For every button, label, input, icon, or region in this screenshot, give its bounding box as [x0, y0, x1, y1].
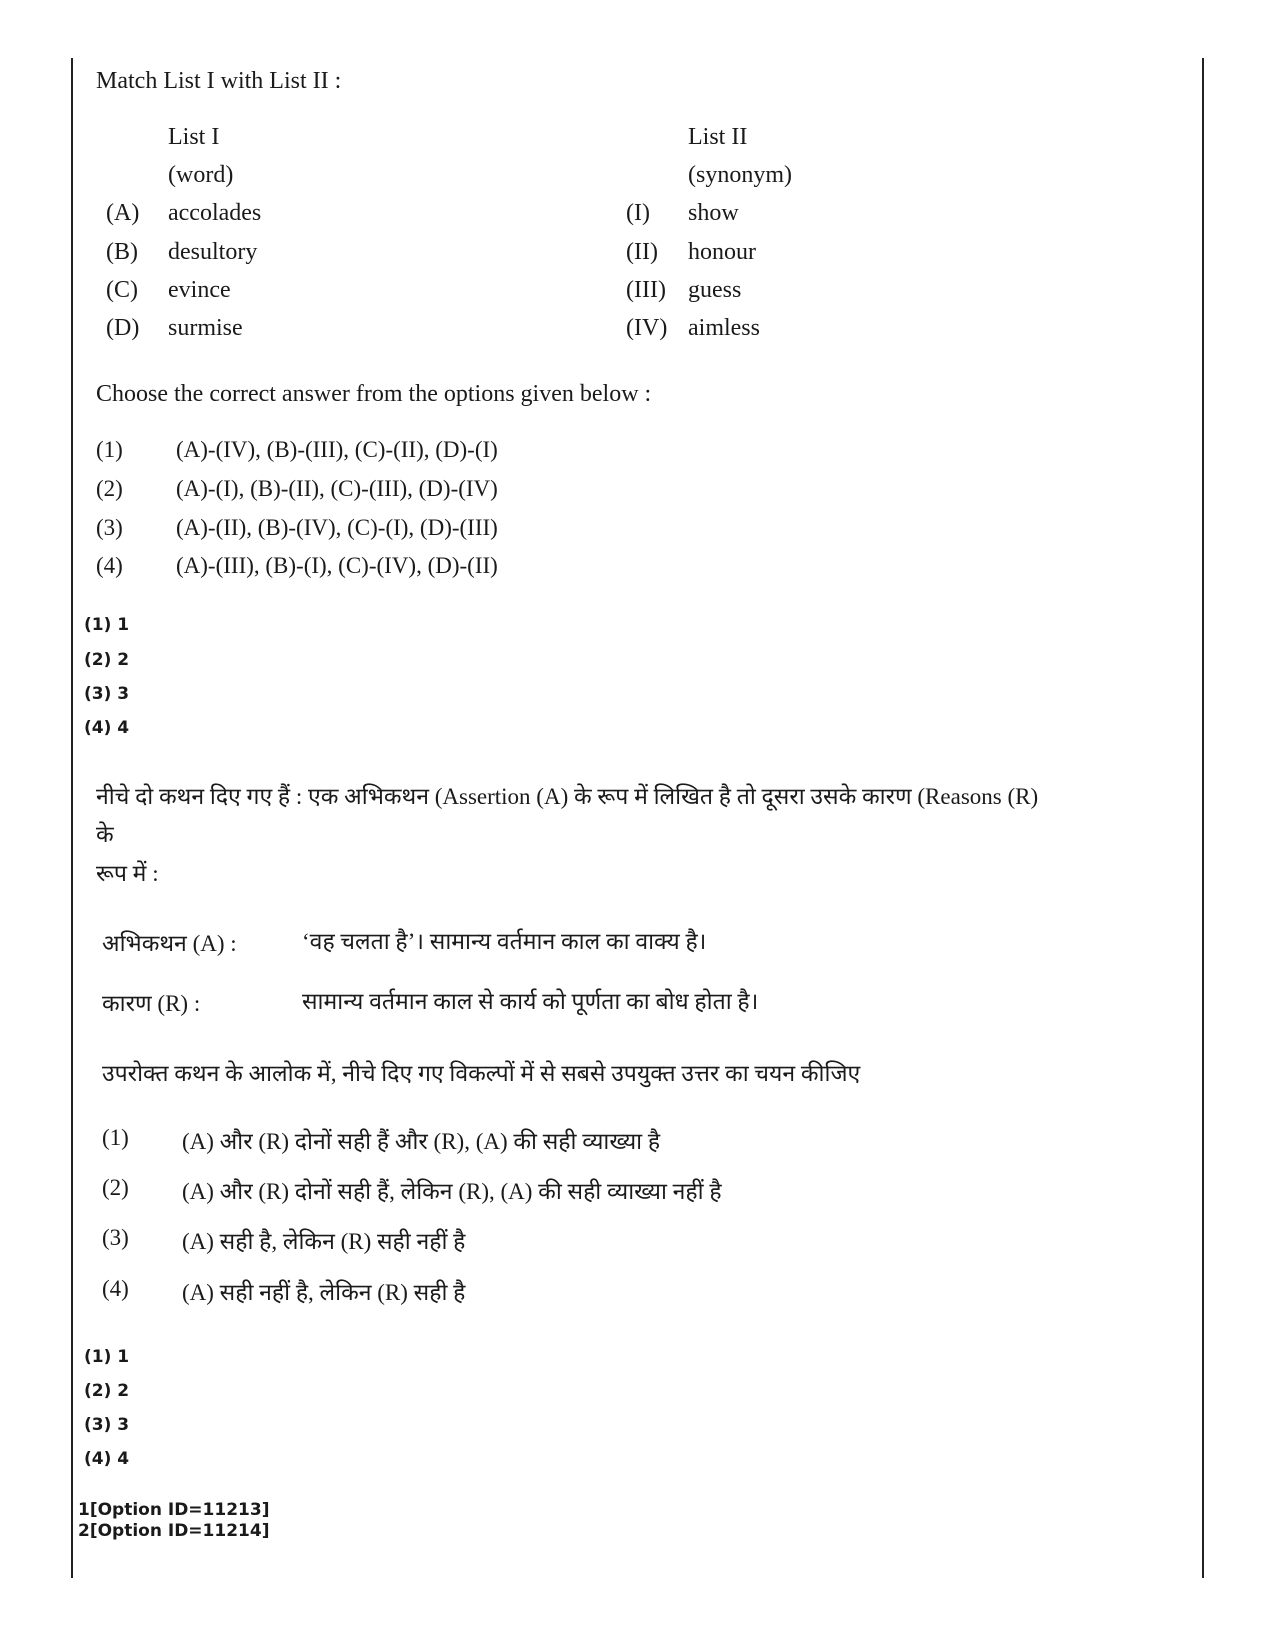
list2-subheading: (synonym) [688, 162, 792, 188]
list1-word: accolades [168, 200, 262, 226]
option-number: (3) [102, 1225, 129, 1250]
answer-choice[interactable]: (1) 1 [84, 615, 130, 635]
option-text: (A)-(IV), (B)-(III), (C)-(II), (D)-(I) [176, 437, 498, 462]
question-2-intro-cont: रूप में : [96, 861, 159, 886]
answer-choice[interactable]: (1) 1 [84, 1347, 130, 1367]
right-margin-rule [1202, 58, 1204, 1578]
option-number: (4) [96, 553, 123, 578]
question-2-instruction: उपरोक्त कथन के आलोक में, नीचे दिए गए विकल्पों में से सबसे उपयुक्त उत्तर का चयन कीजिए [102, 1061, 861, 1086]
list1-subheading: (word) [168, 162, 234, 188]
option-id-line: 2[Option ID=11214] [78, 1521, 270, 1541]
answer-choice[interactable]: (3) 3 [84, 684, 130, 704]
answer-choice[interactable]: (4) 4 [84, 718, 130, 738]
list2-heading: List II [688, 124, 748, 150]
assertion-text: ‘वह चलता है’। सामान्य वर्तमान काल का वाक्य है। [302, 929, 707, 954]
option-number: (2) [96, 476, 123, 501]
list1-word: desultory [168, 239, 258, 265]
list1-word: evince [168, 277, 231, 303]
option-number: (3) [96, 515, 123, 540]
option-text: (A) और (R) दोनों सही हैं और (R), (A) की सही व्याख्या है [182, 1129, 661, 1154]
choose-instruction: Choose the correct answer from the options given below : [96, 381, 652, 407]
list2-word: guess [688, 277, 742, 303]
option-text: (A)-(III), (B)-(I), (C)-(IV), (D)-(II) [176, 553, 498, 578]
list2-word: show [688, 200, 739, 226]
option-id-line: 1[Option ID=11213] [78, 1500, 270, 1520]
reason-text: सामान्य वर्तमान काल से कार्य को पूर्णता का बोध होता है। [302, 989, 759, 1014]
list2-label: (IV) [626, 315, 668, 341]
answer-choice[interactable]: (3) 3 [84, 1415, 130, 1435]
answer-choice[interactable]: (2) 2 [84, 650, 130, 670]
option-text: (A) और (R) दोनों सही हैं, लेकिन (R), (A) की सही व्याख्या नहीं है [182, 1179, 722, 1204]
list1-heading: List I [168, 124, 220, 150]
option-number: (1) [96, 437, 123, 462]
list1-label: (A) [106, 200, 140, 226]
list1-word: surmise [168, 315, 243, 341]
question-2-intro: नीचे दो कथन दिए गए हैं : एक अभिकथन (Assertion (A) के रूप में लिखित है तो दूसरा उसके कारण (Reasons (R) [96, 784, 1039, 809]
reason-label: कारण (R) : [102, 991, 201, 1016]
list1-label: (D) [106, 315, 140, 341]
list1-label: (B) [106, 239, 138, 265]
answer-choice[interactable]: (4) 4 [84, 1449, 130, 1469]
option-text: (A) सही है, लेकिन (R) सही नहीं है [182, 1229, 466, 1254]
list1-label: (C) [106, 277, 138, 303]
list2-label: (III) [626, 277, 666, 303]
list2-word: aimless [688, 315, 760, 341]
list2-word: honour [688, 239, 756, 265]
left-margin-rule [71, 58, 73, 1578]
answer-choice[interactable]: (2) 2 [84, 1381, 130, 1401]
option-text: (A)-(I), (B)-(II), (C)-(III), (D)-(IV) [176, 476, 498, 501]
list2-label: (I) [626, 200, 650, 226]
option-text: (A)-(II), (B)-(IV), (C)-(I), (D)-(III) [176, 515, 498, 540]
question-2-intro-cont: के [96, 822, 114, 847]
option-number: (2) [102, 1175, 129, 1200]
list2-label: (II) [626, 239, 658, 265]
question-1-title: Match List I with List II : [96, 68, 342, 94]
assertion-label: अभिकथन (A) : [102, 931, 237, 956]
option-number: (1) [102, 1125, 129, 1150]
option-text: (A) सही नहीं है, लेकिन (R) सही है [182, 1280, 466, 1305]
option-number: (4) [102, 1276, 129, 1301]
